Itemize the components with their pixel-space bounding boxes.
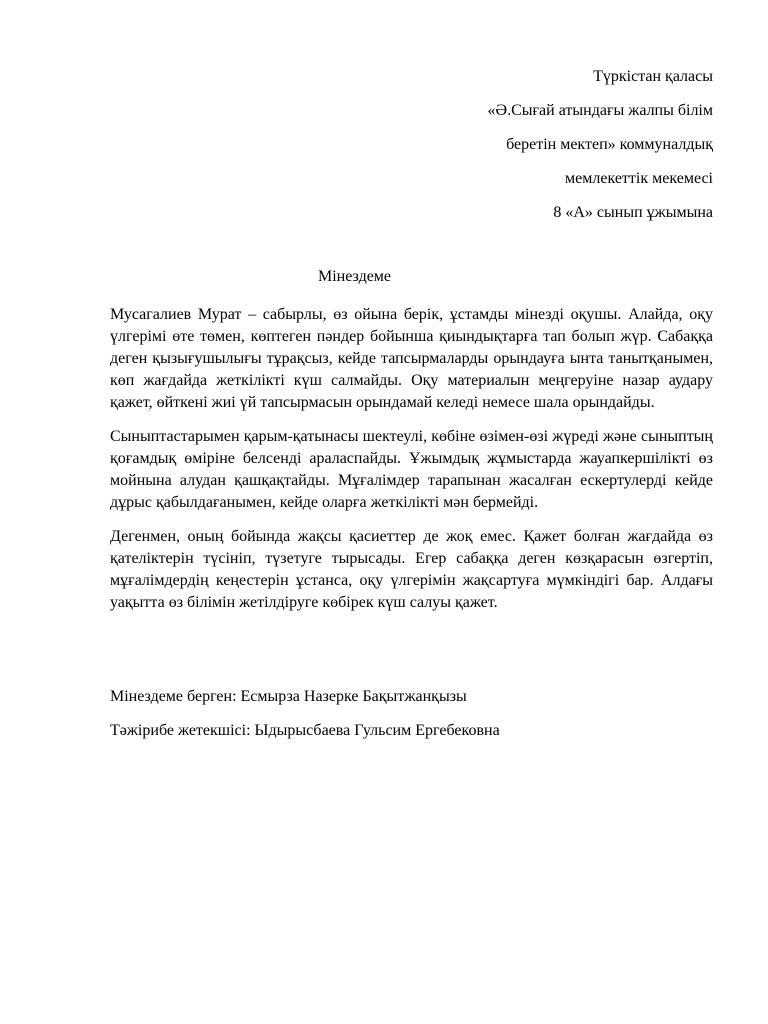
addressee-block xyxy=(110,66,713,224)
document-title: Мінездеме xyxy=(318,268,392,285)
paragraph-academic: Мусагалиев Мурат – сабырлы, өз ойына берік, ұстамды мінезді оқушы. Алайда, оқу үлгерімі өте төмен, көптеген пәндер бойынша қиындықтарға тап болып жүр. Сабаққа деген қызығушылығы тұрақсыз, кейде тапсырмаларды орындауға ынта танытқанымен, көп жағдайда жеткілікті күш салмайды. Оқу материалын меңгеруіне назар аудару қажет, өйткені жиі үй тапсырмасын орындамай келеді немесе шала орындайды. xyxy=(110,306,713,411)
addressee-line-institution: мемлекеттік мекемесі xyxy=(565,170,713,187)
addressee-line-school-type: беретін мектеп» коммуналдық xyxy=(506,136,713,153)
addressee-line-city: Түркістан қаласы xyxy=(593,68,713,85)
signature-author: Мінездеме берген: Есмырза Назерке Бақытжанқызы xyxy=(110,688,467,705)
paragraph-social: Сыныптастарымен қарым-қатынасы шектеулі, көбіне өзімен-өзі жүреді және сыныптың қоғамдық өміріне белсенді араласпайды. Ұжымдық жұмыстарда жауапкершілікті өз мойнына алудан қашқақтайды. Мұғалімдер тарапынан жасалған ескертулерді кейде дұрыс қабылдағанымен, кейде оларға жеткілікті мән бермейді. xyxy=(110,428,713,511)
addressee-line-class: 8 «А» сынып ұжымына xyxy=(553,204,713,221)
signature-supervisor: Тәжірибе жетекшісі: Ыдырысбаева Гульсим Ергебековна xyxy=(110,722,500,739)
signature-block xyxy=(110,686,713,742)
paragraph-conclusion: Дегенмен, оның бойында жақсы қасиеттер де жоқ емес. Қажет болған жағдайда өз қателіктерін түсініп, түзетуге тырысады. Егер сабаққа деген көзқарасын өзгертіп, мұғалімдердің кеңестерін ұстанса, оқу үлгерімін жақсартуға мүмкіндігі бар. Алдағы уақытта өз білімін жетілдіруге көбірек күш салуы қажет. xyxy=(110,528,713,611)
addressee-line-school-name: «Ә.Сығай атындағы жалпы білім xyxy=(487,102,713,119)
